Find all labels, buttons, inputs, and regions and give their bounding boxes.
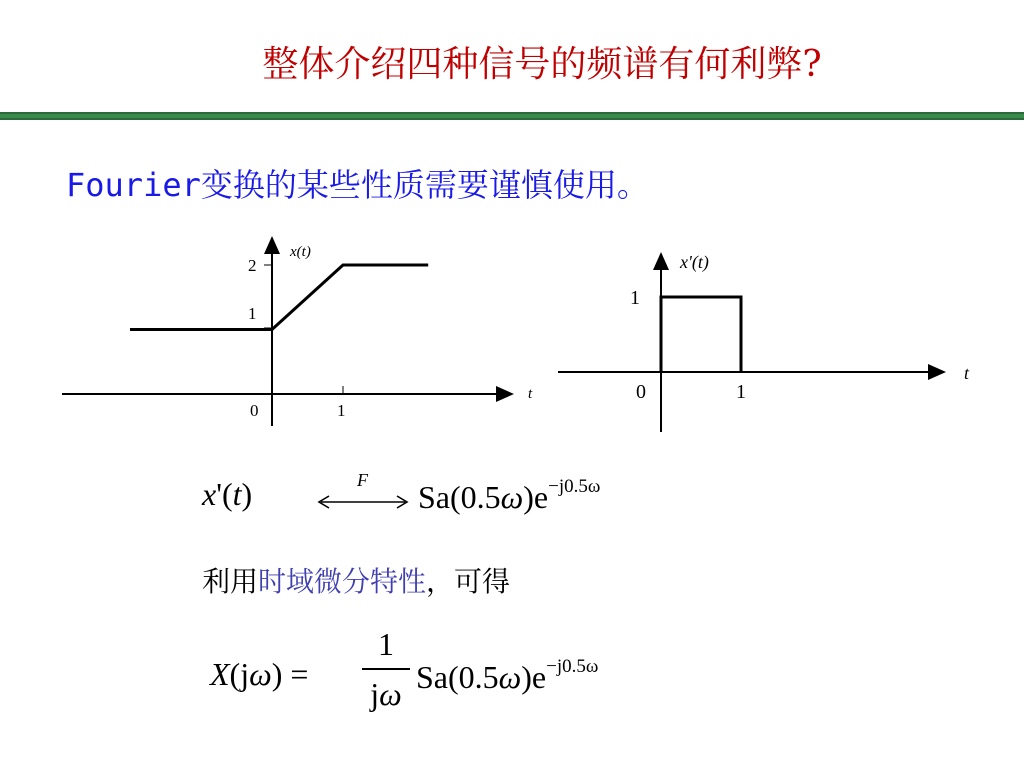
formula1-exponent: −j0.5ω	[548, 476, 601, 497]
graph1-xtick-0: 0	[250, 401, 259, 420]
graph2-ylabel: x'(t)	[680, 252, 709, 272]
graph-x-of-t	[60, 230, 540, 430]
graph-x-prime-of-t	[556, 246, 986, 436]
formula2-omega: ω	[249, 656, 272, 692]
formula1-arrow-label: F	[357, 470, 368, 490]
formula2-X: X	[210, 656, 230, 692]
formula1-x: x	[202, 476, 217, 512]
note-highlight: 时域微分特性	[258, 565, 427, 598]
graph1-ytick-2: 2	[248, 256, 257, 275]
graph2-xlabel: t	[964, 363, 970, 383]
formula1-sa: Sa(0.5	[418, 479, 501, 515]
fourier-transform-arrow-icon	[315, 466, 411, 516]
formula1-t: t	[232, 476, 242, 512]
formula1-rhs	[418, 476, 600, 516]
formula2-rhs-omega: ω	[498, 659, 522, 695]
formula1-paren-close: )	[241, 476, 253, 512]
formula2-rhs	[416, 656, 598, 696]
subtitle	[66, 160, 649, 206]
formula2-j: (j	[229, 656, 250, 692]
title-divider	[0, 112, 1024, 120]
formula2-lhs	[210, 656, 308, 693]
formula1-lhs	[202, 476, 252, 513]
note-suffix: ，可得	[426, 565, 511, 598]
graph1-xtick-1: 1	[337, 401, 346, 420]
formula1-paren-open: (	[221, 476, 233, 512]
graph1-ylabel: x(t)	[290, 244, 311, 260]
graph2-xtick-0: 0	[636, 381, 646, 403]
formula2-denominator	[362, 672, 410, 716]
graph2-signal-curve	[661, 297, 741, 372]
formula2-sa: Sa(0.5	[416, 659, 499, 695]
subtitle-latin: Fourier	[66, 166, 201, 204]
formula2-den-j: j	[370, 676, 380, 712]
formula2-numerator: 1	[378, 626, 394, 662]
graph2-ytick-1: 1	[630, 287, 640, 309]
formula2-fraction-bar	[362, 668, 410, 670]
page-title: 整体介绍四种信号的频谱有何利弊?	[262, 44, 822, 85]
formula2-exp-base: )e	[521, 659, 547, 695]
derivation-note	[202, 560, 510, 600]
graph1-ytick-1: 1	[248, 304, 257, 323]
formula1-prime: '	[216, 476, 222, 512]
graph1-signal-curve	[130, 265, 428, 330]
graph1-xlabel: t	[528, 386, 533, 402]
note-prefix: 利用	[202, 565, 259, 598]
spectrum-result-formula	[210, 622, 670, 722]
formula1-omega: ω	[500, 479, 524, 515]
formula2-exponent: −j0.5ω	[546, 656, 599, 677]
graph2-xtick-1: 1	[736, 381, 746, 403]
formula2-equals: ) =	[271, 656, 309, 692]
formula2-den-omega: ω	[379, 676, 402, 712]
formula2-fraction	[362, 622, 410, 716]
formula1-exp-base: )e	[523, 479, 549, 515]
subtitle-cjk: 变换的某些性质需要谨慎使用。	[200, 166, 649, 204]
